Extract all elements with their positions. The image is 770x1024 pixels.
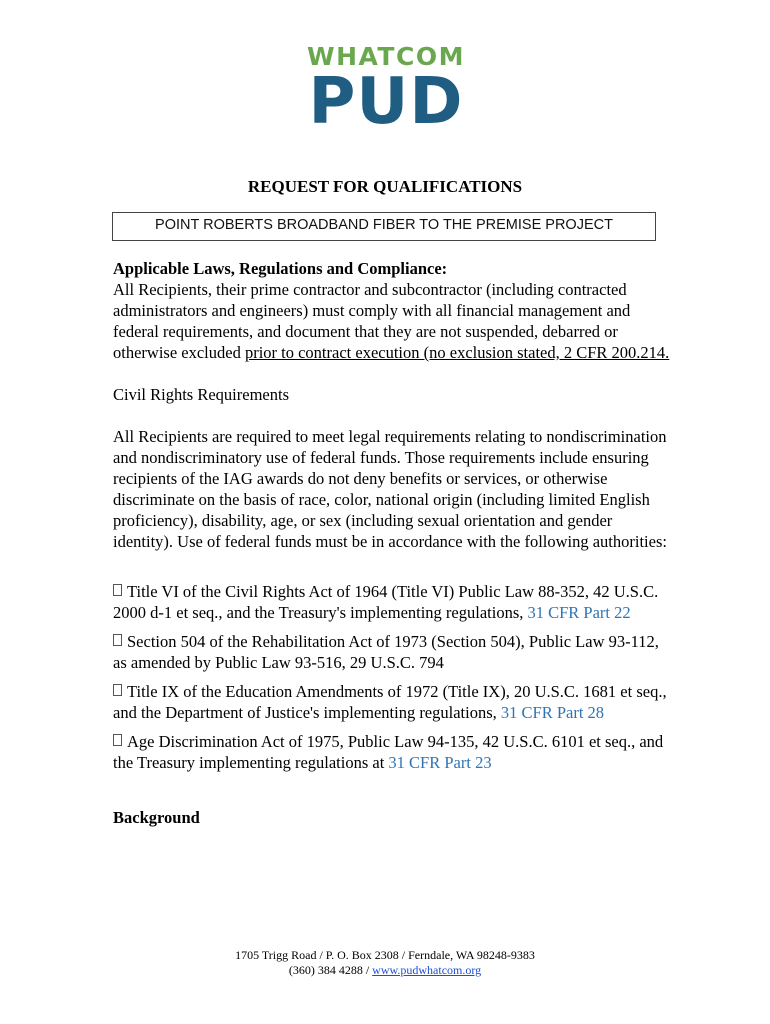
footer-address: 1705 Trigg Road / P. O. Box 2308 / Ferndale, WA 98248-9383: [235, 948, 535, 962]
whatcom-pud-logo: [300, 42, 472, 139]
document-body: [113, 258, 673, 828]
page-footer: [0, 948, 770, 978]
footer-phone: (360) 384 4288 /: [288, 963, 373, 977]
bullet-box-icon: [113, 734, 122, 746]
bullet-box-icon: [113, 634, 122, 646]
bullet-box-icon: [113, 684, 122, 696]
civil-rights-heading: Civil Rights Requirements: [113, 385, 289, 404]
civil-rights-paragraph: All Recipients are required to meet legal requirements relating to nondiscrimination and nondiscriminatory use of federal funds. Those requirements include ensuring recipients of the IAG awards do not deny benefits or services, or otherwise discriminate on the basis of race, color, national origin (including limited English proficiency), disability, age, or sex (including sexual orientation and gender identity). Use of federal funds must be in accordance with the following authorities:: [113, 427, 667, 551]
authority-list-item: [113, 681, 673, 723]
authority-text: Title VI of the Civil Rights Act of 1964 (Title VI) Public Law 88-352, 42 U.S.C. 2000 d-1 et seq., and the Treasury's implementing regulations,: [113, 582, 659, 622]
authority-list-item: [113, 581, 673, 623]
authority-list-item: [113, 631, 673, 673]
website-link[interactable]: www.pudwhatcom.org: [372, 963, 482, 977]
logo-top-text: WHATCOM: [307, 42, 465, 71]
project-title: POINT ROBERTS BROADBAND FIBER TO THE PREMISE PROJECT: [155, 217, 613, 233]
document-title: REQUEST FOR QUALIFICATIONS: [247, 177, 523, 196]
authority-list-item: [113, 731, 673, 773]
logo-main-text: PUD: [308, 65, 464, 139]
project-title-box: [112, 212, 656, 241]
bullet-box-icon: [113, 584, 122, 596]
laws-paragraph: [113, 279, 673, 363]
laws-text: All Recipients, their prime contractor and subcontractor (including contracted administrators and engineers) must comply with all financial management and federal requirements, and document that they are not suspended, debarred or otherwise excluded: [113, 280, 631, 362]
cfr-link[interactable]: 31 CFR Part 22: [527, 603, 631, 622]
authority-text: Title IX of the Education Amendments of 1972 (Title IX), 20 U.S.C. 1681 et seq., and the Department of Justice's implementing regulations,: [113, 682, 667, 722]
laws-underlined-text: prior to contract execution (no exclusion stated, 2 CFR 200.214.: [244, 343, 670, 362]
background-heading: Background: [113, 808, 200, 827]
footer-contact: [0, 963, 770, 978]
cfr-link[interactable]: 31 CFR Part 28: [500, 703, 605, 722]
authority-text: Age Discrimination Act of 1975, Public Law 94-135, 42 U.S.C. 6101 et seq., and the Treasury implementing regulations at: [113, 732, 664, 772]
laws-heading: Applicable Laws, Regulations and Compliance:: [113, 259, 448, 278]
cfr-link[interactable]: 31 CFR Part 23: [388, 753, 492, 772]
authority-text: Section 504 of the Rehabilitation Act of 1973 (Section 504), Public Law 93-112, as amended by Public Law 93-516, 29 U.S.C. 794: [113, 632, 659, 672]
